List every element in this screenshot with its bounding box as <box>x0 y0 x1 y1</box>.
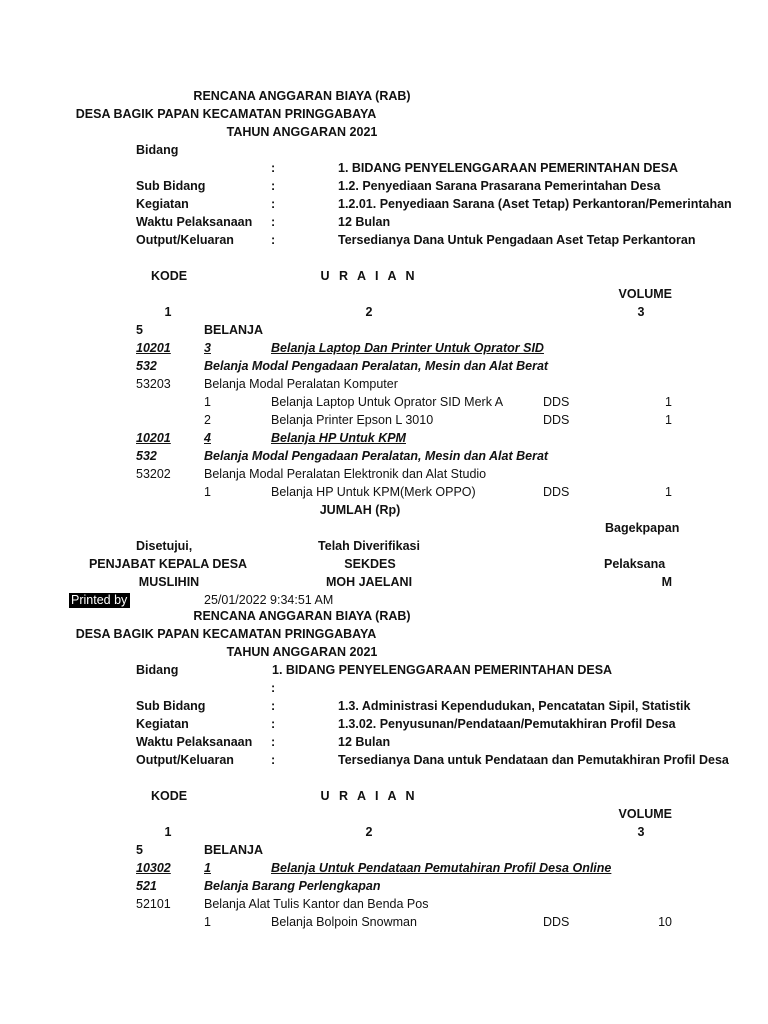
row-description: Belanja Laptop Dan Printer Untuk Oprator SID <box>271 341 544 355</box>
document-title: RENCANA ANGGARAN BIAYA (RAB) <box>193 89 411 103</box>
budget-year: TAHUN ANGGARAN 2021 <box>226 645 378 659</box>
field-label-output: Output/Keluaran <box>136 753 234 767</box>
column-header-volume: VOLUME <box>618 287 672 301</box>
field-value-output: Tersedianya Dana untuk Pendataan dan Pemutakhiran Profil Desa <box>338 753 729 767</box>
row-source: DDS <box>543 485 570 499</box>
row-number: 3 <box>204 341 211 355</box>
column-number-3: 3 <box>637 305 645 319</box>
field-value-bidang: 1. BIDANG PENYELENGGARAAN PEMERINTAHAN DESA <box>272 663 613 677</box>
row-code: 5 <box>136 843 143 857</box>
row-code: 532 <box>136 449 157 463</box>
field-label-sub: Sub Bidang <box>136 179 206 193</box>
column-header-volume: VOLUME <box>618 807 672 821</box>
field-colon-output: : <box>271 233 276 247</box>
field-colon-output: : <box>271 753 276 767</box>
approved-label: Disetujui, <box>136 539 193 553</box>
field-colon-sub: : <box>271 179 276 193</box>
row-code: 10302 <box>136 861 171 875</box>
row-source: DDS <box>543 395 570 409</box>
column-number-2: 2 <box>365 825 373 839</box>
verified-label: Telah Diverifikasi <box>318 539 420 553</box>
row-code: 521 <box>136 879 157 893</box>
row-description: Belanja Alat Tulis Kantor dan Benda Pos <box>204 897 429 911</box>
column-number-1: 1 <box>164 305 172 319</box>
row-description: Belanja Laptop Untuk Oprator SID Merk A <box>271 395 504 409</box>
column-number-3: 3 <box>637 825 645 839</box>
field-label-output: Output/Keluaran <box>136 233 234 247</box>
row-number: 4 <box>204 431 211 445</box>
row-code: 5 <box>136 323 143 337</box>
row-code: 53203 <box>136 377 171 391</box>
row-description: Belanja HP Untuk KPM <box>271 431 406 445</box>
printed-by-label: Printed by <box>69 593 130 608</box>
row-number: 1 <box>204 485 211 499</box>
field-colon-bidang: : <box>271 681 276 695</box>
row-number: 2 <box>204 413 211 427</box>
budget-year: TAHUN ANGGARAN 2021 <box>226 125 378 139</box>
field-colon-bidang: : <box>271 161 276 175</box>
village-name: DESA BAGIK PAPAN KECAMATAN PRINGGABAYA <box>75 107 377 121</box>
field-value-waktu: 12 Bulan <box>338 735 391 749</box>
column-number-2: 2 <box>365 305 373 319</box>
row-description: Belanja Bolpoin Snowman <box>271 915 417 929</box>
secretary-name: MOH JAELANI <box>325 575 413 589</box>
total-label: JUMLAH (Rp) <box>319 503 401 517</box>
row-code: 532 <box>136 359 157 373</box>
row-code: 10201 <box>136 431 171 445</box>
column-header-uraian: U R A I A N <box>320 269 418 283</box>
executor-title: Pelaksana <box>604 557 666 571</box>
field-value-sub: 1.3. Administrasi Kependudukan, Pencatatan Sipil, Statistik <box>338 699 691 713</box>
field-label-waktu: Waktu Pelaksanaan <box>136 735 253 749</box>
row-source: DDS <box>543 413 570 427</box>
row-volume: 1 <box>665 395 672 409</box>
field-label-bidang: Bidang <box>136 663 179 677</box>
row-description: Belanja HP Untuk KPM(Merk OPPO) <box>271 485 476 499</box>
field-label-kegiatan: Kegiatan <box>136 717 189 731</box>
column-header-uraian: U R A I A N <box>320 789 418 803</box>
column-number-1: 1 <box>164 825 172 839</box>
field-colon-kegiatan: : <box>271 197 276 211</box>
row-description: Belanja Modal Pengadaan Peralatan, Mesin dan Alat Berat <box>204 359 549 373</box>
village-head-title: PENJABAT KEPALA DESA <box>88 557 248 571</box>
field-label-kegiatan: Kegiatan <box>136 197 189 211</box>
field-value-waktu: 12 Bulan <box>338 215 391 229</box>
column-header-kode: KODE <box>150 789 188 803</box>
field-value-output: Tersedianya Dana Untuk Pengadaan Aset Tetap Perkantoran <box>338 233 696 247</box>
signing-place: Bagekpapan <box>605 521 680 535</box>
row-description: Belanja Modal Peralatan Komputer <box>204 377 398 391</box>
row-code: 53202 <box>136 467 171 481</box>
row-description: Belanja Modal Peralatan Elektronik dan Alat Studio <box>204 467 487 481</box>
field-colon-waktu: : <box>271 735 276 749</box>
field-colon-sub: : <box>271 699 276 713</box>
row-source: DDS <box>543 915 570 929</box>
printed-timestamp: 25/01/2022 9:34:51 AM <box>204 593 334 607</box>
row-description: Belanja Barang Perlengkapan <box>204 879 381 893</box>
secretary-title: SEKDES <box>344 557 396 571</box>
field-label-waktu: Waktu Pelaksanaan <box>136 215 253 229</box>
village-head-name: MUSLIHIN <box>138 575 200 589</box>
field-value-sub: 1.2. Penyediaan Sarana Prasarana Pemerintahan Desa <box>338 179 661 193</box>
row-description: Belanja Modal Pengadaan Peralatan, Mesin dan Alat Berat <box>204 449 549 463</box>
row-volume: 10 <box>658 915 672 929</box>
village-name: DESA BAGIK PAPAN KECAMATAN PRINGGABAYA <box>75 627 377 641</box>
field-label-bidang: Bidang <box>136 143 179 157</box>
row-description: BELANJA <box>204 323 264 337</box>
field-label-sub: Sub Bidang <box>136 699 206 713</box>
field-value-kegiatan: 1.2.01. Penyediaan Sarana (Aset Tetap) Perkantoran/Pemerintahan <box>338 197 732 211</box>
row-description: BELANJA <box>204 843 264 857</box>
document-title: RENCANA ANGGARAN BIAYA (RAB) <box>193 609 411 623</box>
row-code: 10201 <box>136 341 171 355</box>
row-number: 1 <box>204 861 211 875</box>
executor-name: M <box>661 575 672 589</box>
field-colon-waktu: : <box>271 215 276 229</box>
column-header-kode: KODE <box>150 269 188 283</box>
field-colon-kegiatan: : <box>271 717 276 731</box>
row-number: 1 <box>204 915 211 929</box>
row-code: 52101 <box>136 897 171 911</box>
row-description: Belanja Printer Epson L 3010 <box>271 413 434 427</box>
row-volume: 1 <box>665 485 672 499</box>
row-number: 1 <box>204 395 211 409</box>
row-description: Belanja Untuk Pendataan Pemutahiran Profil Desa Online <box>271 861 612 875</box>
field-value-bidang: 1. BIDANG PENYELENGGARAAN PEMERINTAHAN DESA <box>338 161 679 175</box>
row-volume: 1 <box>665 413 672 427</box>
field-value-kegiatan: 1.3.02. Penyusunan/Pendataan/Pemutakhiran Profil Desa <box>338 717 676 731</box>
